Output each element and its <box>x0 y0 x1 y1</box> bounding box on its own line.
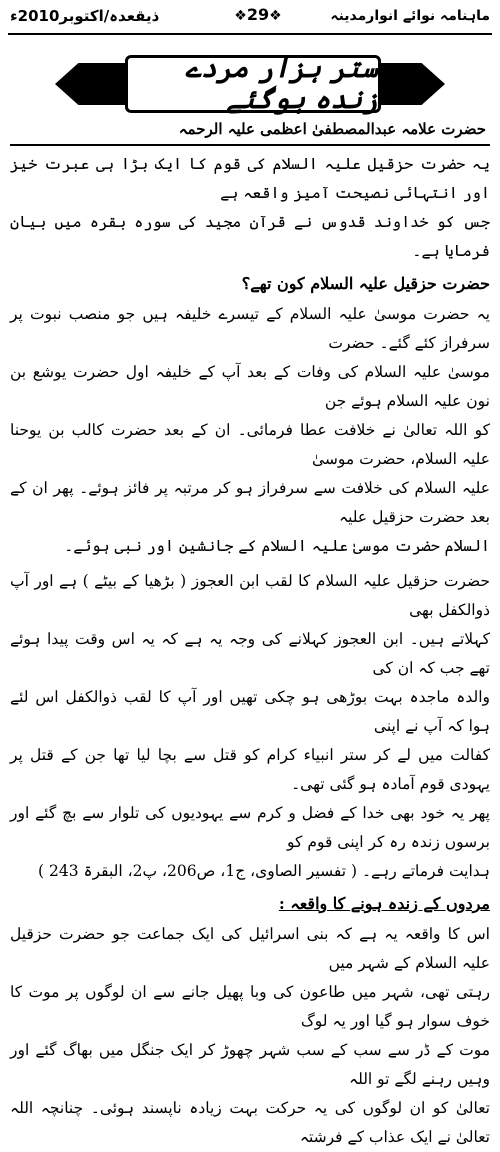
text-line: کہلاتے ہیں۔ ابن العجوز کہلانے کی وجہ یہ ہے کہ یہ اس وقت پیدا ہوئے تھے جب کہ ان کی <box>10 630 490 677</box>
text-line: موت کے ڈر سے سب کے سب شہر چھوڑ کر ایک جنگل میں بھاگ گئے اور وہیں رہنے لگے تو اللہ <box>10 1041 490 1088</box>
text-line: السلام حضرت موسیٰ علیہ السلام کے جانشین اور نبی ہوئے۔ <box>64 537 490 555</box>
text-line: علیہ السلام کی خلافت سے سرفراز ہو کر مرتبہ پر فائز ہوئے۔ پھر ان کے بعد حضرت حزقیل علیہ <box>10 479 490 526</box>
paragraph <box>10 300 490 561</box>
title-banner <box>55 53 445 113</box>
text-line: اس کا واقعہ یہ ہے کہ بنی اسرائیل کی ایک جماعت جو حضرت حزقیل علیہ السلام کے شہر میں <box>10 925 490 972</box>
text-line: حضرت حزقیل علیہ السلام کا لقب ابن العجوز ( بڑھیا کے بیٹے ) ہے اور آپ ذوالکفل بھی <box>10 572 490 619</box>
text-line: جس کو خداوند قدوس نے قرآن مجید کی سورہ بقرہ میں بیان فرمایا ہے۔ <box>10 213 490 260</box>
title-box <box>125 55 381 113</box>
article-title: ستر ہزار مردے زندہ ہوگئے <box>185 53 378 115</box>
issue-date: ذیقعدہ/اکتوبر2010ء <box>10 7 160 25</box>
text-line: ہدایت فرماتے رہے۔ ( تفسیر الصاوی، ج1، ص206، پ2، البقرۃ 243 ) <box>38 862 490 880</box>
ornament-right-icon: ❖ <box>269 8 282 24</box>
intro-paragraph <box>10 150 490 266</box>
text-line: رہتی تھی، شہر میں طاعون کی وبا پھیل جانے سے ان لوگوں پر موت کا خوف سوار ہو گیا اور یہ لوگ <box>10 983 490 1030</box>
text-line: پھر یہ خود بھی خدا کے فضل و کرم سے یہودیوں کی تلوار سے بچ گئے اور برسوں زندہ رہ کر اپنی قوم کو <box>10 804 490 851</box>
ornament-left-icon: ❖ <box>234 8 247 24</box>
page-header <box>8 5 492 35</box>
text-line: یہ حضرت حزقیل علیہ السلام کی قوم کا ایک بڑا ہی عبرت خیز اور انتہائی نصیحت آمیز واقعہ ہے <box>10 155 490 202</box>
page-number: 29 <box>246 5 270 24</box>
text-line: تعالیٰ کو ان لوگوں کی یہ حرکت بہت زیادہ ناپسند ہوئی۔ چنانچہ اللہ تعالیٰ نے ایک عذاب کے فرشتہ <box>10 1099 490 1146</box>
paragraph <box>10 567 490 886</box>
text-line: والدہ ماجدہ بہت بوڑھی ہو چکی تھیں اور آپ کا لقب ذوالکفل اس لئے ہوا کہ آپ نے اپنی <box>10 688 490 735</box>
article-author: حضرت علامہ عبدالمصطفیٰ اعظمی علیہ الرحمہ <box>178 120 486 138</box>
magazine-name: ماہنامہ نوائے انوارمدینہ <box>330 8 490 24</box>
text-line: کو اللہ تعالیٰ نے خلافت عطا فرمائی۔ ان کے بعد حضرت کالب بن یوحنا علیہ السلام، حضرت موسیٰ <box>10 421 490 468</box>
section-heading: حضرت حزقیل علیہ السلام کون تھے؟ <box>241 274 490 293</box>
text-line: یہ حضرت موسیٰ علیہ السلام کے تیسرے خلیفہ ہیں جو منصب نبوت پر سرفراز کئے گئے۔ حضرت <box>10 305 490 352</box>
section-heading: مردوں کے زندہ ہونے کا واقعہ : <box>278 894 490 913</box>
text-line: کفالت میں لے کر ستر انبیاء کرام کو قتل سے بچا لیا تھا جن کے قتل پر یہودی قوم آمادہ ہو گئی تھی۔ <box>10 746 490 793</box>
divider <box>10 144 490 146</box>
page-number-badge <box>223 5 293 29</box>
text-line: موسیٰ علیہ السلام کی وفات کے بعد آپ کے خلیفہ اول حضرت یوشع بن نون علیہ السلام ہوئے جن <box>10 363 490 410</box>
article-body <box>10 116 490 1152</box>
paragraph <box>10 920 490 1152</box>
